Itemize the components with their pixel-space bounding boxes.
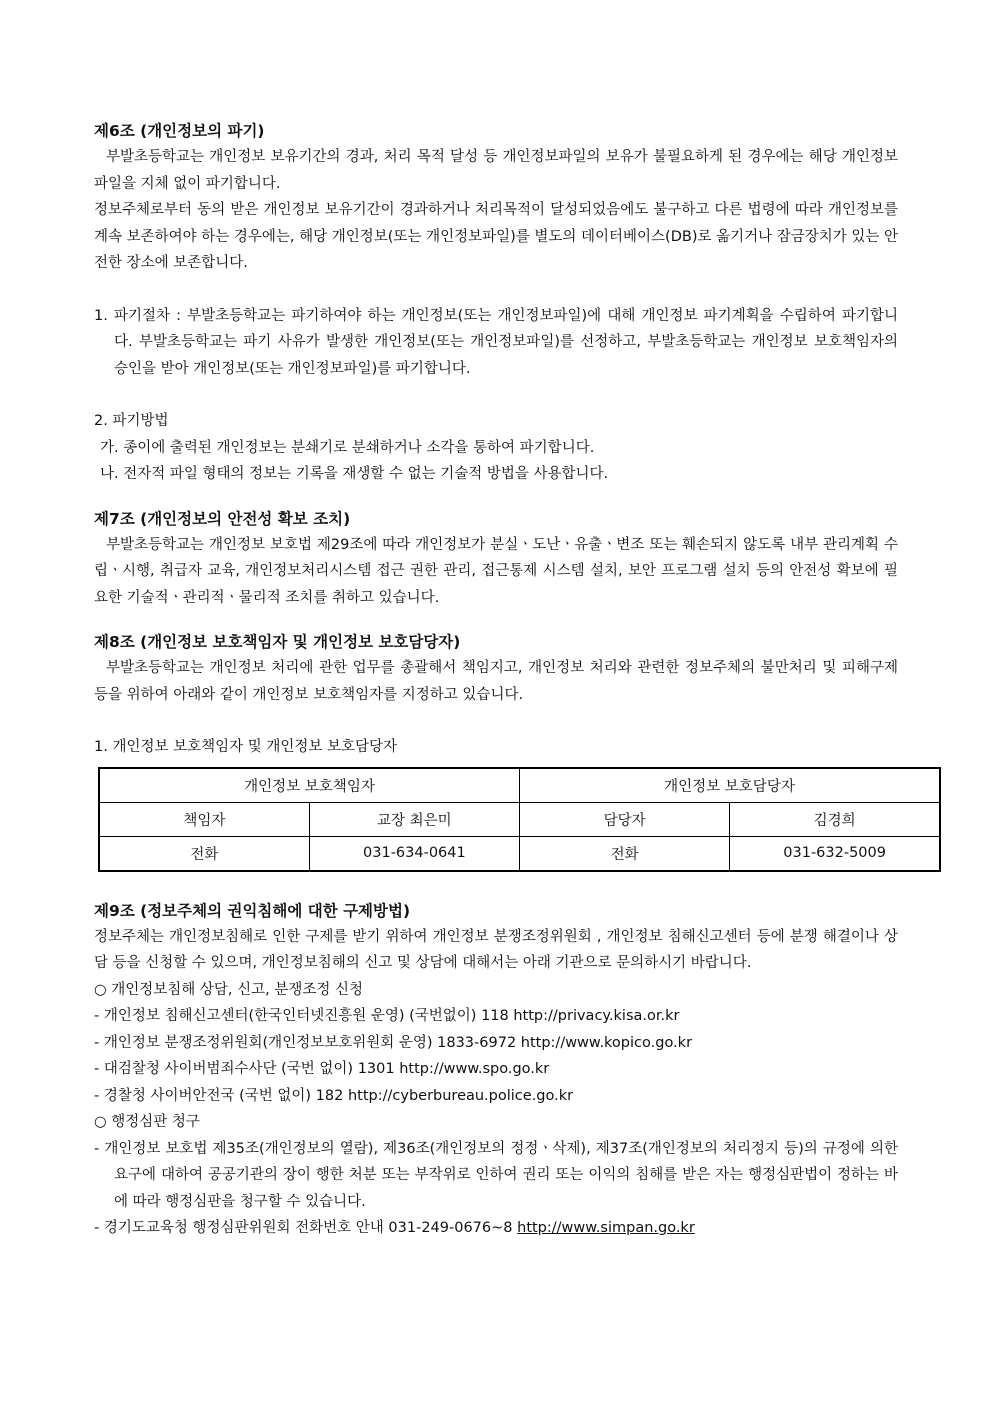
- article-8-paragraph-1: 부발초등학교는 개인정보 처리에 관한 업무를 총괄해서 책임지고, 개인정보 처리와 관련한 정보주체의 불만처리 및 피해구제 등을 위하여 아래와 같이 개인정보 보호책임자를 지정하고 있습니다.: [94, 660, 898, 703]
- article-6-item-2a: 가. 종이에 출력된 개인정보는 분쇄기로 분쇄하거나 소각을 통하여 파기합니다.: [100, 439, 595, 456]
- article-6-item-2b: 나. 전자적 파일 형태의 정보는 기록을 재생할 수 없는 기술적 방법을 사용합니다.: [100, 466, 609, 482]
- list-item: - 개인정보 침해신고센터(한국인터넷진흥원 운영) (국번없이) 118 http://privacy.kisa.or.kr: [94, 1008, 680, 1024]
- table-row: [99, 836, 940, 871]
- table-cell: 책임자: [99, 802, 309, 836]
- list-item: - 개인정보 분쟁조정위원회(개인정보보호위원회 운영) 1833-6972 http://www.kopico.go.kr: [94, 1034, 693, 1051]
- article-9-paragraph-1: 정보주체는 개인정보침해로 인한 구제를 받기 위하여 개인정보 분쟁조정위원회 , 개인정보 침해신고센터 등에 분쟁 해결이나 상담 등을 신청할 수 있으며, 개인정보침해의 신고 및 상담에 대해서는 아래 기관으로 문의하시기 바랍니다.: [94, 928, 898, 971]
- article-8-item-1: 1. 개인정보 보호책임자 및 개인정보 보호담당자: [94, 739, 398, 755]
- article-9-bullet-2: ○ 행정심판 청구: [94, 1114, 200, 1130]
- table-cell: 교장 최은미: [309, 802, 519, 836]
- table-header-row: [99, 768, 940, 803]
- list-item: - 대검찰청 사이버범죄수사단 (국번 없이) 1301 http://www.spo.go.kr: [94, 1061, 550, 1077]
- article-6-title: 제6조 (개인정보의 파기): [94, 122, 265, 140]
- table-cell: 전화: [520, 836, 730, 871]
- table-cell: 담당자: [520, 802, 730, 836]
- article-9-title: 제9조 (정보주체의 권익침해에 대한 구제방법): [94, 901, 411, 920]
- table-header-manager: 개인정보 보호담당자: [520, 768, 941, 803]
- privacy-officer-table: [98, 767, 941, 872]
- document-page: [94, 118, 898, 1242]
- simpan-text: - 경기도교육청 행정심판위원회 전화번호 안내 031-249-0676~8: [94, 1220, 518, 1236]
- article-6-item-2: 2. 파기방법: [94, 413, 169, 429]
- table-cell: 전화: [99, 836, 309, 871]
- list-item: - 경찰청 사이버안전국 (국번 없이) 182 http://cyberbureau.police.go.kr: [94, 1087, 574, 1104]
- table-row: [99, 802, 940, 836]
- article-6-item-1: 1. 파기절차 : 부발초등학교는 파기하여야 하는 개인정보(또는 개인정보파일)에 대해 개인정보 파기계획을 수립하여 파기합니다. 부발초등학교는 파기 사유가 발생한 개인정보(또는 개인정보파일)를 선정하고, 부발초등학교는 개인정보 보호책임자의 승인을 받아 개인정보(또는 개인정보파일)를 파기합니다.: [94, 307, 898, 377]
- article-9-bullet-1: ○ 개인정보침해 상담, 신고, 분쟁조정 신청: [94, 981, 364, 998]
- article-7-paragraph-1: 부발초등학교는 개인정보 보호법 제29조에 따라 개인정보가 분실ㆍ도난ㆍ유출ㆍ변조 또는 훼손되지 않도록 내부 관리계획 수립ㆍ시행, 취급자 교육, 개인정보처리시스템 접근 권한 관리, 접근통제 시스템 설치, 보안 프로그램 설치 등의 안전성 확보에 필요한 기술적ㆍ관리적ㆍ물리적 조치를 취하고 있습니다.: [94, 536, 898, 606]
- article-6-paragraph-1: 부발초등학교는 개인정보 보유기간의 경과, 처리 목적 달성 등 개인정보파일의 보유가 불필요하게 된 경우에는 해당 개인정보파일을 지체 없이 파기합니다.: [94, 149, 898, 192]
- table-cell: 031-632-5009: [730, 836, 940, 871]
- table-cell: 김경희: [730, 802, 940, 836]
- list-item: - 개인정보 보호법 제35조(개인정보의 열람), 제36조(개인정보의 정정ㆍ삭제), 제37조(개인정보의 처리정지 등)의 규정에 의한 요구에 대하여 공공기관의 장이 행한 처분 또는 부작위로 인하여 권리 또는 이익의 침해를 받은 자는 행정심판법이 정하는 바에 따라 행정심판을 청구할 수 있습니다.: [94, 1140, 898, 1210]
- article-7-title: 제7조 (개인정보의 안전성 확보 조치): [94, 509, 351, 528]
- article-6-paragraph-2: 정보주체로부터 동의 받은 개인정보 보유기간이 경과하거나 처리목적이 달성되었음에도 불구하고 다른 법령에 따라 개인정보를 계속 보존하여야 하는 경우에는, 해당 개인정보(또는 개인정보파일)를 별도의 데이터베이스(DB)로 옮기거나 잠금장치가 있는 안전한 장소에 보존합니다.: [94, 202, 899, 271]
- article-8-title: 제8조 (개인정보 보호책임자 및 개인정보 보호담당자): [94, 633, 461, 651]
- table-header-officer: 개인정보 보호책임자: [99, 768, 520, 803]
- table-cell: 031-634-0641: [309, 836, 519, 871]
- simpan-link[interactable]: http://www.simpan.go.kr: [517, 1220, 695, 1236]
- list-item: [94, 1215, 898, 1242]
